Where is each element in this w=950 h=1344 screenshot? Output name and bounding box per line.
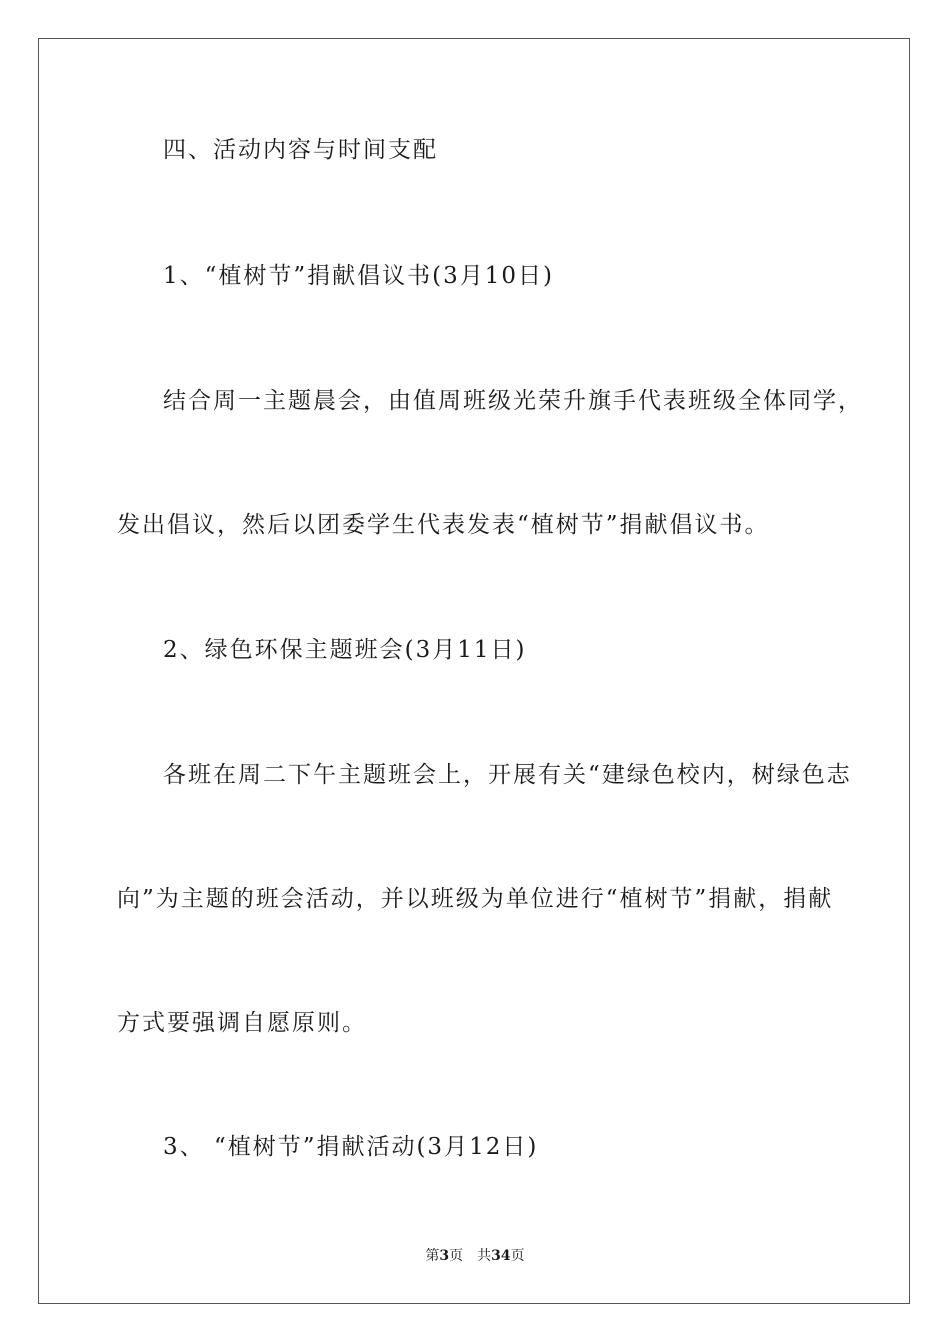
page-frame	[38, 38, 910, 1304]
footer-total-pages: 34	[491, 1248, 511, 1264]
section-heading: 四、活动内容与时间支配	[163, 137, 438, 163]
paragraph-line: 向”为主题的班会活动，并以班级为单位进行“植树节”捐献，捐献	[117, 886, 834, 912]
paragraph-line: 结合周一主题晨会，由值周班级光荣升旗手代表班级全体同学，	[163, 388, 863, 414]
item-heading-1: 1、“植树节”捐献倡议书(3月10日)	[163, 263, 554, 289]
paragraph-line: 发出倡议，然后以团委学生代表发表“植树节”捐献倡议书。	[117, 512, 770, 538]
item-heading-2: 2、绿色环保主题班会(3月11日)	[163, 637, 527, 663]
page-footer	[0, 1246, 950, 1266]
footer-total-prefix: 共	[477, 1248, 492, 1264]
paragraph-line: 方式要强调自愿原则。	[117, 1010, 367, 1036]
footer-total-suffix: 页	[510, 1248, 525, 1264]
footer-page-prefix: 第	[425, 1248, 440, 1264]
item-heading-3: 3、 “植树节”捐献活动(3月12日)	[163, 1134, 539, 1160]
paragraph-line: 各班在周二下午主题班会上，开展有关“建绿色校内，树绿色志	[163, 762, 852, 788]
footer-page-suffix: 页	[449, 1248, 464, 1264]
footer-page-number: 3	[439, 1248, 450, 1264]
